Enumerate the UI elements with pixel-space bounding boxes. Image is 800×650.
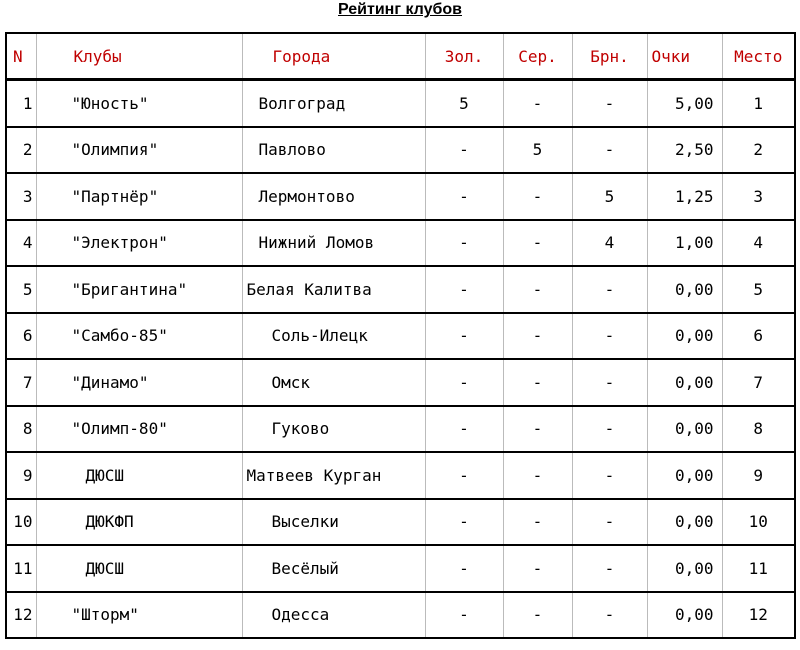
page-title-text: Рейтинг клубов <box>338 1 462 18</box>
silver-count: - <box>503 80 572 127</box>
row-number: 2 <box>6 127 36 174</box>
points-value: 0,00 <box>647 406 722 453</box>
bronze-count: - <box>572 127 647 174</box>
silver-count: - <box>503 266 572 313</box>
city-name: Павлово <box>242 127 425 174</box>
place-value: 2 <box>722 127 795 174</box>
gold-count: - <box>425 173 503 220</box>
row-number: 4 <box>6 220 36 267</box>
place-value: 12 <box>722 592 795 639</box>
gold-count: - <box>425 359 503 406</box>
row-number: 12 <box>6 592 36 639</box>
bronze-count: 5 <box>572 173 647 220</box>
club-name: "Олимп-80" <box>36 406 242 453</box>
points-value: 2,50 <box>647 127 722 174</box>
row-number: 3 <box>6 173 36 220</box>
bronze-count: - <box>572 499 647 546</box>
club-name: "Электрон" <box>36 220 242 267</box>
bronze-count: - <box>572 80 647 127</box>
silver-count: - <box>503 499 572 546</box>
gold-count: - <box>425 220 503 267</box>
silver-count: - <box>503 359 572 406</box>
place-value: 7 <box>722 359 795 406</box>
silver-count: - <box>503 592 572 639</box>
bronze-count: - <box>572 545 647 592</box>
city-name: Выселки <box>242 499 425 546</box>
column-header-points: Очки <box>647 33 722 80</box>
table-row <box>6 359 795 406</box>
club-name: ДЮСШ <box>36 452 242 499</box>
bronze-count: - <box>572 313 647 360</box>
place-value: 5 <box>722 266 795 313</box>
table-row <box>6 266 795 313</box>
club-name: "Бригантина" <box>36 266 242 313</box>
silver-count: - <box>503 406 572 453</box>
row-number: 7 <box>6 359 36 406</box>
place-value: 1 <box>722 80 795 127</box>
gold-count: - <box>425 406 503 453</box>
silver-count: - <box>503 220 572 267</box>
points-value: 0,00 <box>647 313 722 360</box>
bronze-count: - <box>572 406 647 453</box>
column-header-silver: Сер. <box>503 33 572 80</box>
table-row <box>6 592 795 639</box>
column-header-clubs: Клубы <box>36 33 242 80</box>
row-number: 6 <box>6 313 36 360</box>
column-header-bronze: Брн. <box>572 33 647 80</box>
row-number: 1 <box>6 80 36 127</box>
points-value: 1,25 <box>647 173 722 220</box>
place-value: 11 <box>722 545 795 592</box>
row-number: 9 <box>6 452 36 499</box>
points-value: 0,00 <box>647 592 722 639</box>
bronze-count: - <box>572 592 647 639</box>
table-row <box>6 406 795 453</box>
gold-count: - <box>425 499 503 546</box>
table-header-row <box>6 33 795 80</box>
row-number: 11 <box>6 545 36 592</box>
city-name: Лермонтово <box>242 173 425 220</box>
table-row <box>6 499 795 546</box>
city-name: Соль-Илецк <box>242 313 425 360</box>
place-value: 10 <box>722 499 795 546</box>
silver-count: 5 <box>503 127 572 174</box>
table-row <box>6 127 795 174</box>
table-row <box>6 173 795 220</box>
city-name: Одесса <box>242 592 425 639</box>
points-value: 0,00 <box>647 266 722 313</box>
club-name: "Динамо" <box>36 359 242 406</box>
points-value: 1,00 <box>647 220 722 267</box>
silver-count: - <box>503 545 572 592</box>
points-value: 0,00 <box>647 359 722 406</box>
silver-count: - <box>503 173 572 220</box>
gold-count: - <box>425 592 503 639</box>
bronze-count: - <box>572 359 647 406</box>
bronze-count: - <box>572 266 647 313</box>
place-value: 9 <box>722 452 795 499</box>
bronze-count: 4 <box>572 220 647 267</box>
city-name: Нижний Ломов <box>242 220 425 267</box>
column-header-place: Место <box>722 33 795 80</box>
club-name: "Олимпия" <box>36 127 242 174</box>
place-value: 6 <box>722 313 795 360</box>
club-name: ДЮКФП <box>36 499 242 546</box>
place-value: 8 <box>722 406 795 453</box>
silver-count: - <box>503 313 572 360</box>
city-name: Белая Калитва <box>242 266 425 313</box>
points-value: 0,00 <box>647 545 722 592</box>
gold-count: - <box>425 266 503 313</box>
gold-count: - <box>425 545 503 592</box>
points-value: 0,00 <box>647 452 722 499</box>
row-number: 10 <box>6 499 36 546</box>
city-name: Волгоград <box>242 80 425 127</box>
column-header-cities: Города <box>242 33 425 80</box>
city-name: Гуково <box>242 406 425 453</box>
table-row <box>6 80 795 127</box>
gold-count: - <box>425 452 503 499</box>
city-name: Весёлый <box>242 545 425 592</box>
club-name: "Юность" <box>36 80 242 127</box>
points-value: 5,00 <box>647 80 722 127</box>
row-number: 5 <box>6 266 36 313</box>
bronze-count: - <box>572 452 647 499</box>
club-name: "Шторм" <box>36 592 242 639</box>
club-name: "Партнёр" <box>36 173 242 220</box>
club-name: "Самбо-85" <box>36 313 242 360</box>
gold-count: - <box>425 313 503 360</box>
table-row <box>6 220 795 267</box>
table-row <box>6 313 795 360</box>
table-row <box>6 452 795 499</box>
points-value: 0,00 <box>647 499 722 546</box>
club-name: ДЮСШ <box>36 545 242 592</box>
city-name: Матвеев Курган <box>242 452 425 499</box>
club-rating-table <box>5 32 796 639</box>
table-row <box>6 545 795 592</box>
city-name: Омск <box>242 359 425 406</box>
gold-count: - <box>425 127 503 174</box>
gold-count: 5 <box>425 80 503 127</box>
place-value: 4 <box>722 220 795 267</box>
silver-count: - <box>503 452 572 499</box>
column-header-number: N <box>6 33 36 80</box>
page-title <box>0 0 800 20</box>
row-number: 8 <box>6 406 36 453</box>
place-value: 3 <box>722 173 795 220</box>
column-header-gold: Зол. <box>425 33 503 80</box>
